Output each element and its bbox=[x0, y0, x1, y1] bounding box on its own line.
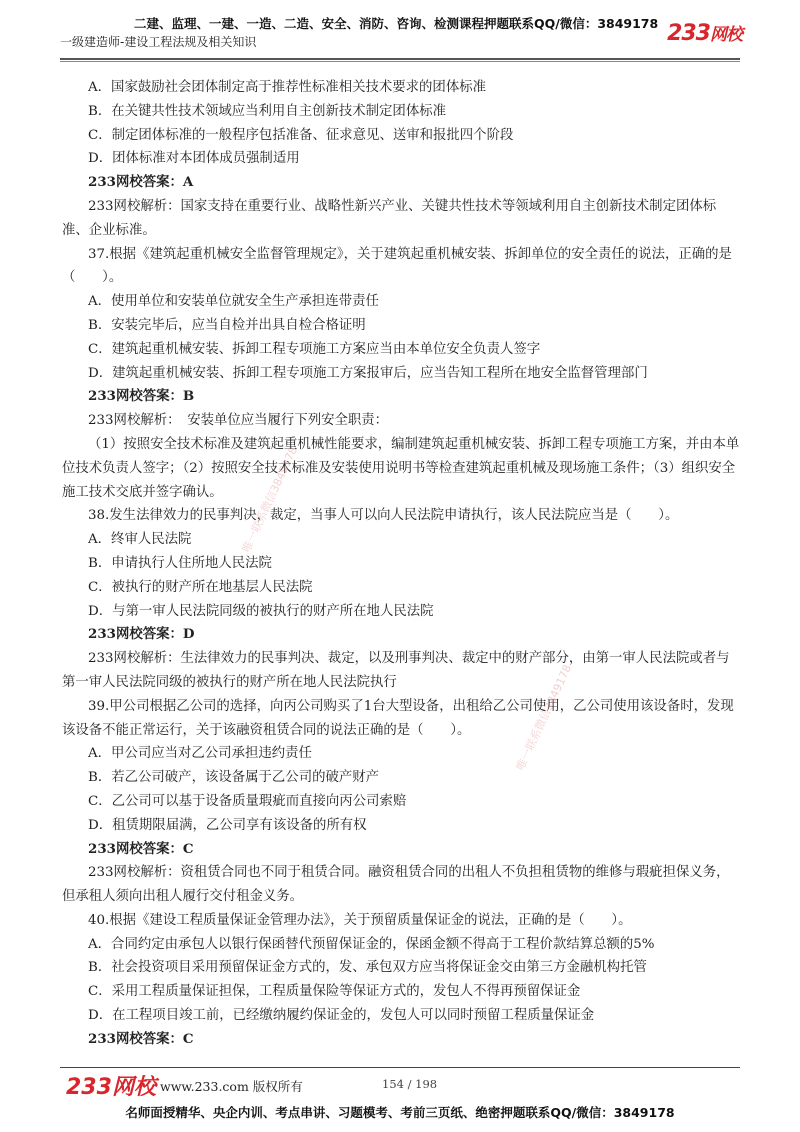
question-stem: 39.甲公司根据乙公司的选择，向丙公司购买了1台大型设备，出租给乙公司使用，乙公司使用该设备时，发现该设备不能正常运行，关于该融资租赁合同的说法正确的是（ ）。 bbox=[62, 698, 734, 738]
option-line: C．制定团体标准的一般程序包括准备、征求意见、送审和报批四个阶段 bbox=[88, 127, 514, 143]
option-line: B．若乙公司破产，该设备属于乙公司的破产财产 bbox=[88, 770, 380, 786]
question-stem: 37.根据《建筑起重机械安全监督管理规定》，关于建筑起重机械安装、拆卸单位的安全责任的说法，正确的是（ ）。 bbox=[62, 246, 732, 286]
option-line: A．终审人民法院 bbox=[88, 532, 192, 548]
header-subtitle: 一级建造师-建设工程法规及相关知识 bbox=[60, 35, 257, 49]
option-line: A．使用单位和安装单位就安全生产承担连带责任 bbox=[88, 294, 379, 310]
question-stem: 38.发生法律效力的民事判决，裁定，当事人可以向人民法院申请执行，该人民法院应当是（ ）。 bbox=[88, 508, 679, 524]
answer-line: 233网校答案：B bbox=[88, 388, 195, 405]
answer-line: 233网校答案：C bbox=[88, 840, 194, 857]
answer-line: 233网校答案：C bbox=[88, 1030, 194, 1047]
footer-promo: 名师面授精华、央企内训、考点串讲、习题模考、考前三页纸、绝密押题联系QQ/微信：3849178 bbox=[125, 1105, 675, 1120]
header-divider-thin bbox=[60, 61, 740, 62]
option-line: C．被执行的财产所在地基层人民法院 bbox=[88, 579, 313, 595]
analysis-paragraph: 233网校解析：国家支持在重要行业、战略性新兴产业、关键共性技术等领域利用自主创新技术制定团体标准、企业标准。 bbox=[62, 198, 717, 238]
option-line: D．在工程项目竣工前，已经缴纳履约保证金的，发包人可以同时预留工程质量保证金 bbox=[88, 1008, 595, 1024]
answer-line: 233网校答案：D bbox=[88, 626, 195, 643]
footer-divider bbox=[60, 1067, 740, 1068]
question-stem: 40.根据《建设工程质量保证金管理办法》，关于预留质量保证金的说法，正确的是（ ）。 bbox=[88, 912, 632, 928]
option-line: B．申请执行人住所地人民法院 bbox=[88, 555, 272, 571]
analysis-paragraph: （1）按照安全技术标准及建筑起重机械性能要求，编制建筑起重机械安装、拆卸工程专项施工方案，并由本单位技术负责人签字；（2）按照安全技术标准及安装使用说明书等检查建筑起重机械及现场施工条件；（3）组织安全施工技术交底并签字确认。 bbox=[62, 436, 740, 500]
analysis-paragraph: 233网校解析：生法律效力的民事判决、裁定，以及刑事判决、裁定中的财产部分，由第一审人民法院或者与第一审人民法院同级的被执行的财产所在地人民法院执行 bbox=[62, 651, 730, 690]
option-line: A．合同约定由承包人以银行保函替代预留保证金的，保函金额不得高于工程价款结算总额的5% bbox=[88, 936, 655, 952]
answer-line: 233网校答案：A bbox=[88, 174, 194, 191]
watermark: 唯一联系微信3849178 bbox=[513, 662, 575, 773]
option-line: C．建筑起重机械安装、拆卸工程专项施工方案应当由本单位安全负责人签字 bbox=[88, 341, 541, 357]
brand-logo bbox=[667, 20, 742, 46]
page-number: 154 / 198 bbox=[382, 1077, 438, 1091]
analysis-paragraph: 233网校解析：资租赁合同也不同于租赁合同。融资租赁合同的出租人不负担租赁物的维修与瑕疵担保义务，但承租人须向出租人履行交付租金义务。 bbox=[62, 865, 730, 905]
footer-logo bbox=[66, 1070, 156, 1101]
option-line: D．与第一审人民法院同级的被执行的财产所在地人民法院 bbox=[88, 603, 434, 619]
option-line: D．租赁期限届满，乙公司享有该设备的所有权 bbox=[88, 817, 367, 833]
footer-logo-number: 233 bbox=[66, 1075, 112, 1100]
logo-number: 233 bbox=[667, 21, 710, 46]
option-line: B．在关键共性技术领域应当利用自主创新技术制定团体标准 bbox=[88, 103, 446, 119]
footer-logo-suffix: 网校 bbox=[111, 1075, 156, 1100]
option-line: A．甲公司应当对乙公司承担违约责任 bbox=[88, 746, 312, 762]
option-line: C．乙公司可以基于设备质量瑕疵而直接向丙公司索赔 bbox=[88, 793, 407, 809]
header-divider bbox=[60, 58, 740, 60]
option-line: B．社会投资项目采用预留保证金方式的，发、承包双方应当将保证金交由第三方金融机构托管 bbox=[88, 960, 647, 976]
option-line: D．建筑起重机械安装、拆卸工程专项施工方案报审后，应当告知工程所在地安全监督管理部门 bbox=[88, 365, 648, 381]
option-line: B．安装完毕后，应当自检并出具自检合格证明 bbox=[88, 317, 366, 333]
header-promo: 二建、监理、一建、一造、二造、安全、消防、咨询、检测课程押题联系QQ/微信：3849178 bbox=[134, 16, 659, 31]
option-line: D．团体标准对本团体成员强制适用 bbox=[88, 151, 300, 167]
option-line: C．采用工程质量保证担保，工程质量保险等保证方式的，发包人不得再预留保证金 bbox=[88, 984, 581, 1000]
page-header bbox=[60, 14, 750, 54]
watermark: 唯一联系微信3849178 bbox=[239, 444, 301, 555]
option-line: A．国家鼓励社会团体制定高于推荐性标准相关技术要求的团体标准 bbox=[88, 80, 486, 95]
analysis-heading: 233网校解析： 安装单位应当履行下列安全职责： bbox=[88, 413, 389, 429]
document-body bbox=[62, 76, 742, 1052]
logo-suffix: 网校 bbox=[710, 25, 742, 45]
footer-site: www.233.com 版权所有 bbox=[160, 1079, 303, 1094]
